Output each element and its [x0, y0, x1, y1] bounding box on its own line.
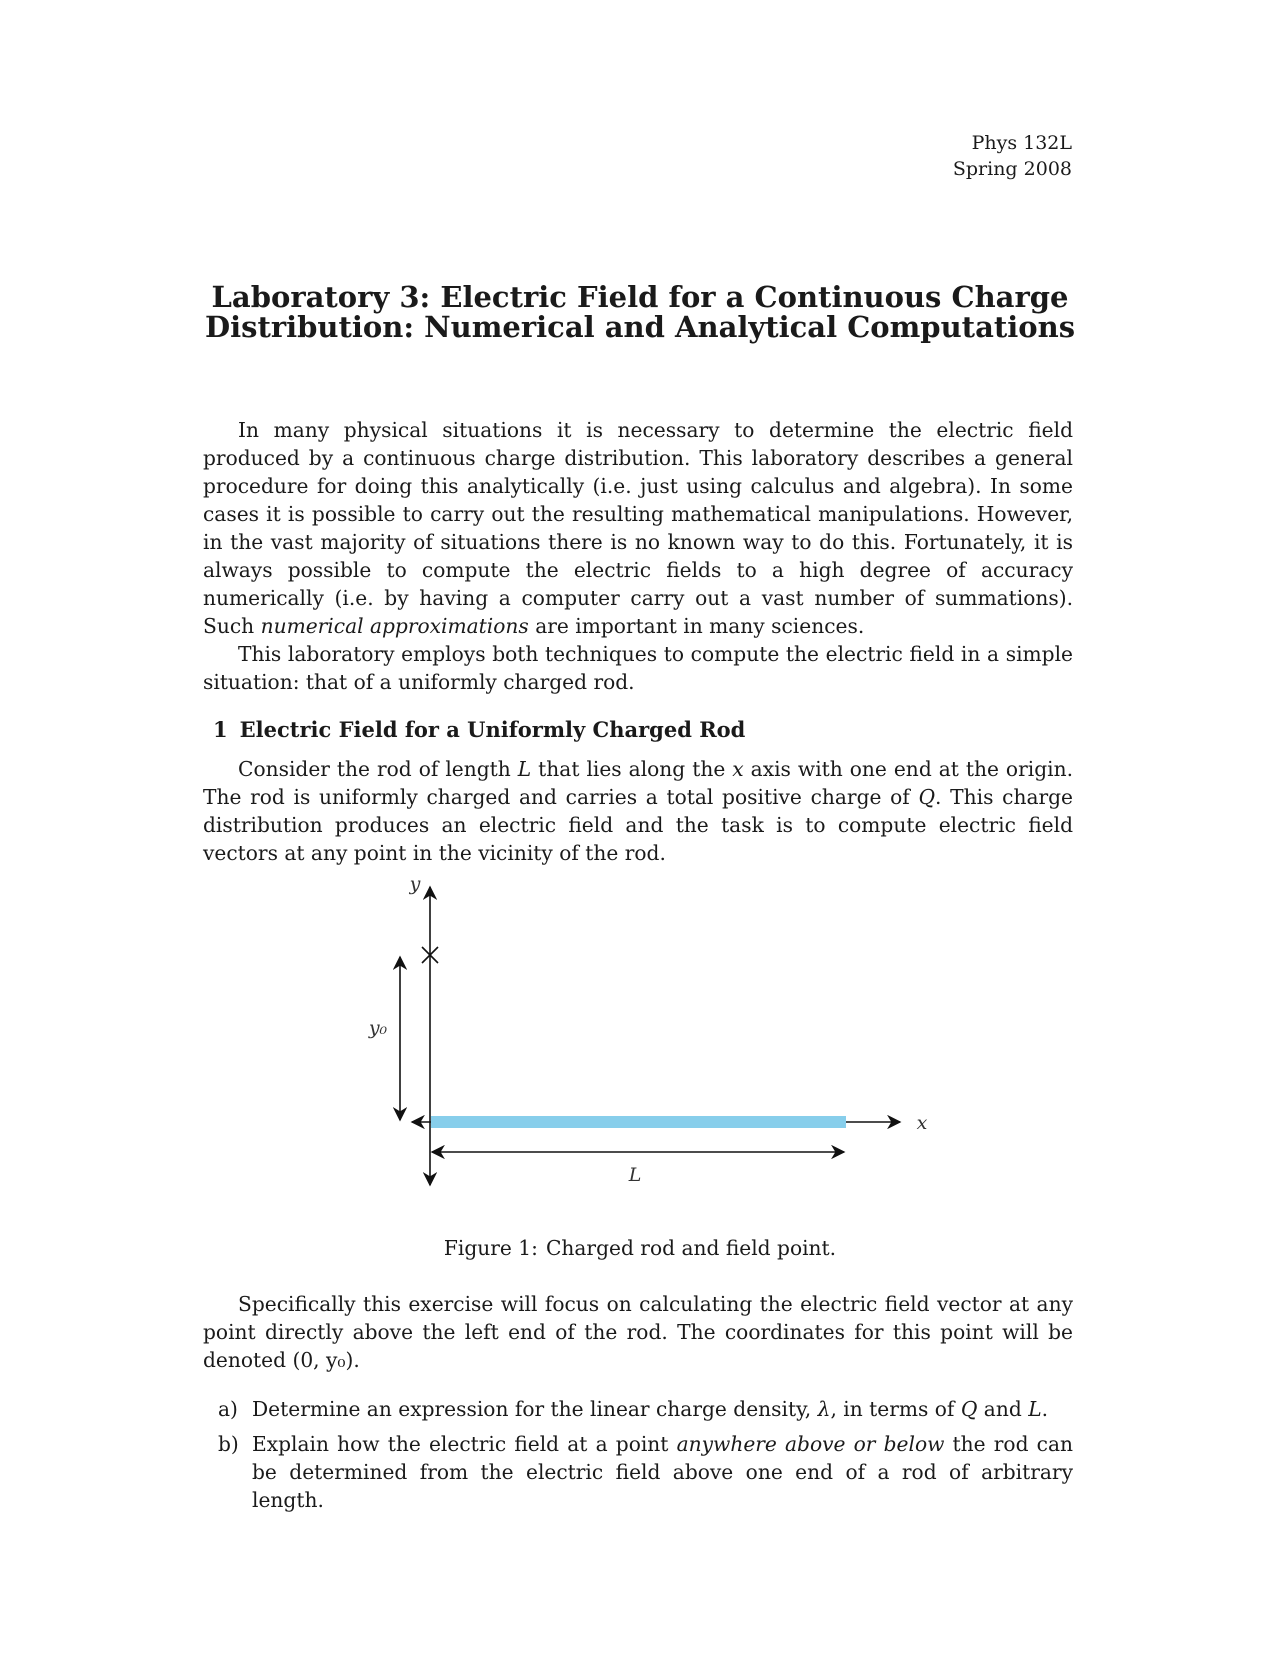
- field-point-paragraph: [203, 1290, 1073, 1374]
- section-heading: [213, 716, 745, 744]
- intro-paragraph-1: [203, 416, 1073, 640]
- rod-text-c: axis with one end at the origin. The rod is uniformly charged and carries a total positive charge of: [203, 757, 1073, 809]
- caption-label: Figure 1:: [443, 1236, 538, 1260]
- rod-text-b: that lies along the: [531, 757, 733, 781]
- qa-text-d: .: [1041, 1397, 1049, 1421]
- intro-paragraph-2: This laboratory employs both techniques to compute the electric field in a simple situation: that of a uniformly charged rod.: [203, 642, 1073, 694]
- question-b: [218, 1430, 1073, 1514]
- field-point-text-a: Specifically this exercise will focus on calculating the electric field vector at any point directly above the left end of the rod. The coordinates for this point will be denoted: [203, 1292, 1073, 1372]
- course-name: Phys 132L: [971, 132, 1072, 154]
- rod-paragraph: [203, 755, 1073, 867]
- field-point-coords: (0, y₀): [292, 1348, 354, 1372]
- course-term: Spring 2008: [952, 158, 1072, 180]
- qa-var-Q: Q: [960, 1397, 978, 1421]
- x-axis-label: x: [916, 1112, 928, 1134]
- length-label: L: [628, 1164, 642, 1186]
- var-L: L: [517, 757, 532, 781]
- qb-text-a: Explain how the electric field at a point: [252, 1432, 677, 1456]
- rod-description: [203, 755, 1073, 867]
- charged-rod: [431, 1116, 846, 1128]
- var-Q: Q: [918, 785, 936, 809]
- intro-emphasis: numerical approximations: [260, 614, 529, 638]
- qa-text-b: , in terms of: [830, 1397, 961, 1421]
- y-axis-label: y: [409, 873, 421, 895]
- course-header: [953, 130, 1072, 182]
- rod-text-d: . This charge distribution produces an electric field and the task is to compute electric field vectors at any point in the vicinity of the rod.: [203, 785, 1073, 865]
- question-b-text: [252, 1430, 1073, 1514]
- lab-title-line2: Distribution: Numerical and Analytical Computations: [204, 310, 1076, 344]
- field-point-text-b: .: [353, 1348, 360, 1372]
- qa-text-c: and: [977, 1397, 1029, 1421]
- question-a-marker: a): [218, 1397, 238, 1421]
- figure-caption: [0, 1234, 1280, 1262]
- rod-figure: [350, 870, 930, 1190]
- section-title: Electric Field for a Uniformly Charged Rod: [239, 717, 746, 742]
- lab-title-line1: Laboratory 3: Electric Field for a Continuous Charge: [211, 280, 1069, 314]
- section-number: 1: [213, 717, 228, 742]
- question-a-text: [252, 1395, 1073, 1423]
- question-a: [218, 1395, 1073, 1423]
- intro-section: [203, 416, 1073, 696]
- y0-label: y₀: [368, 1017, 388, 1039]
- question-list: [218, 1395, 1073, 1521]
- question-b-marker: b): [218, 1432, 239, 1456]
- qb-text-b: the rod can be determined from the electric field above one end of a rod of arbitrary length.: [252, 1432, 1073, 1512]
- lab-title: [160, 282, 1120, 342]
- field-point-description: [203, 1290, 1073, 1374]
- qa-var-L: L: [1028, 1397, 1042, 1421]
- qb-emphasis: anywhere above or below: [676, 1432, 945, 1456]
- qa-text-a: Determine an expression for the linear charge density,: [252, 1397, 818, 1421]
- var-x: x: [732, 757, 744, 781]
- qa-lambda: λ: [817, 1397, 831, 1421]
- intro-text-a: In many physical situations it is necessary to determine the electric field produced by a continuous charge distribution. This laboratory describes a general procedure for doing this analytically (i.e. just using calculus and algebra). In some cases it is possible to carry out the resulting mathematical manipulations. However, in the vast majority of situations there is no known way to do this. Fortunately, it is always possible to compute the electric fields to a high degree of accuracy numerically (i.e. by having a computer carry out a vast number of summations). Such: [203, 418, 1073, 638]
- rod-text-a: Consider the rod of length: [238, 757, 518, 781]
- intro-text-b: are important in many sciences.: [528, 614, 865, 638]
- caption-text: Charged rod and field point.: [545, 1236, 837, 1260]
